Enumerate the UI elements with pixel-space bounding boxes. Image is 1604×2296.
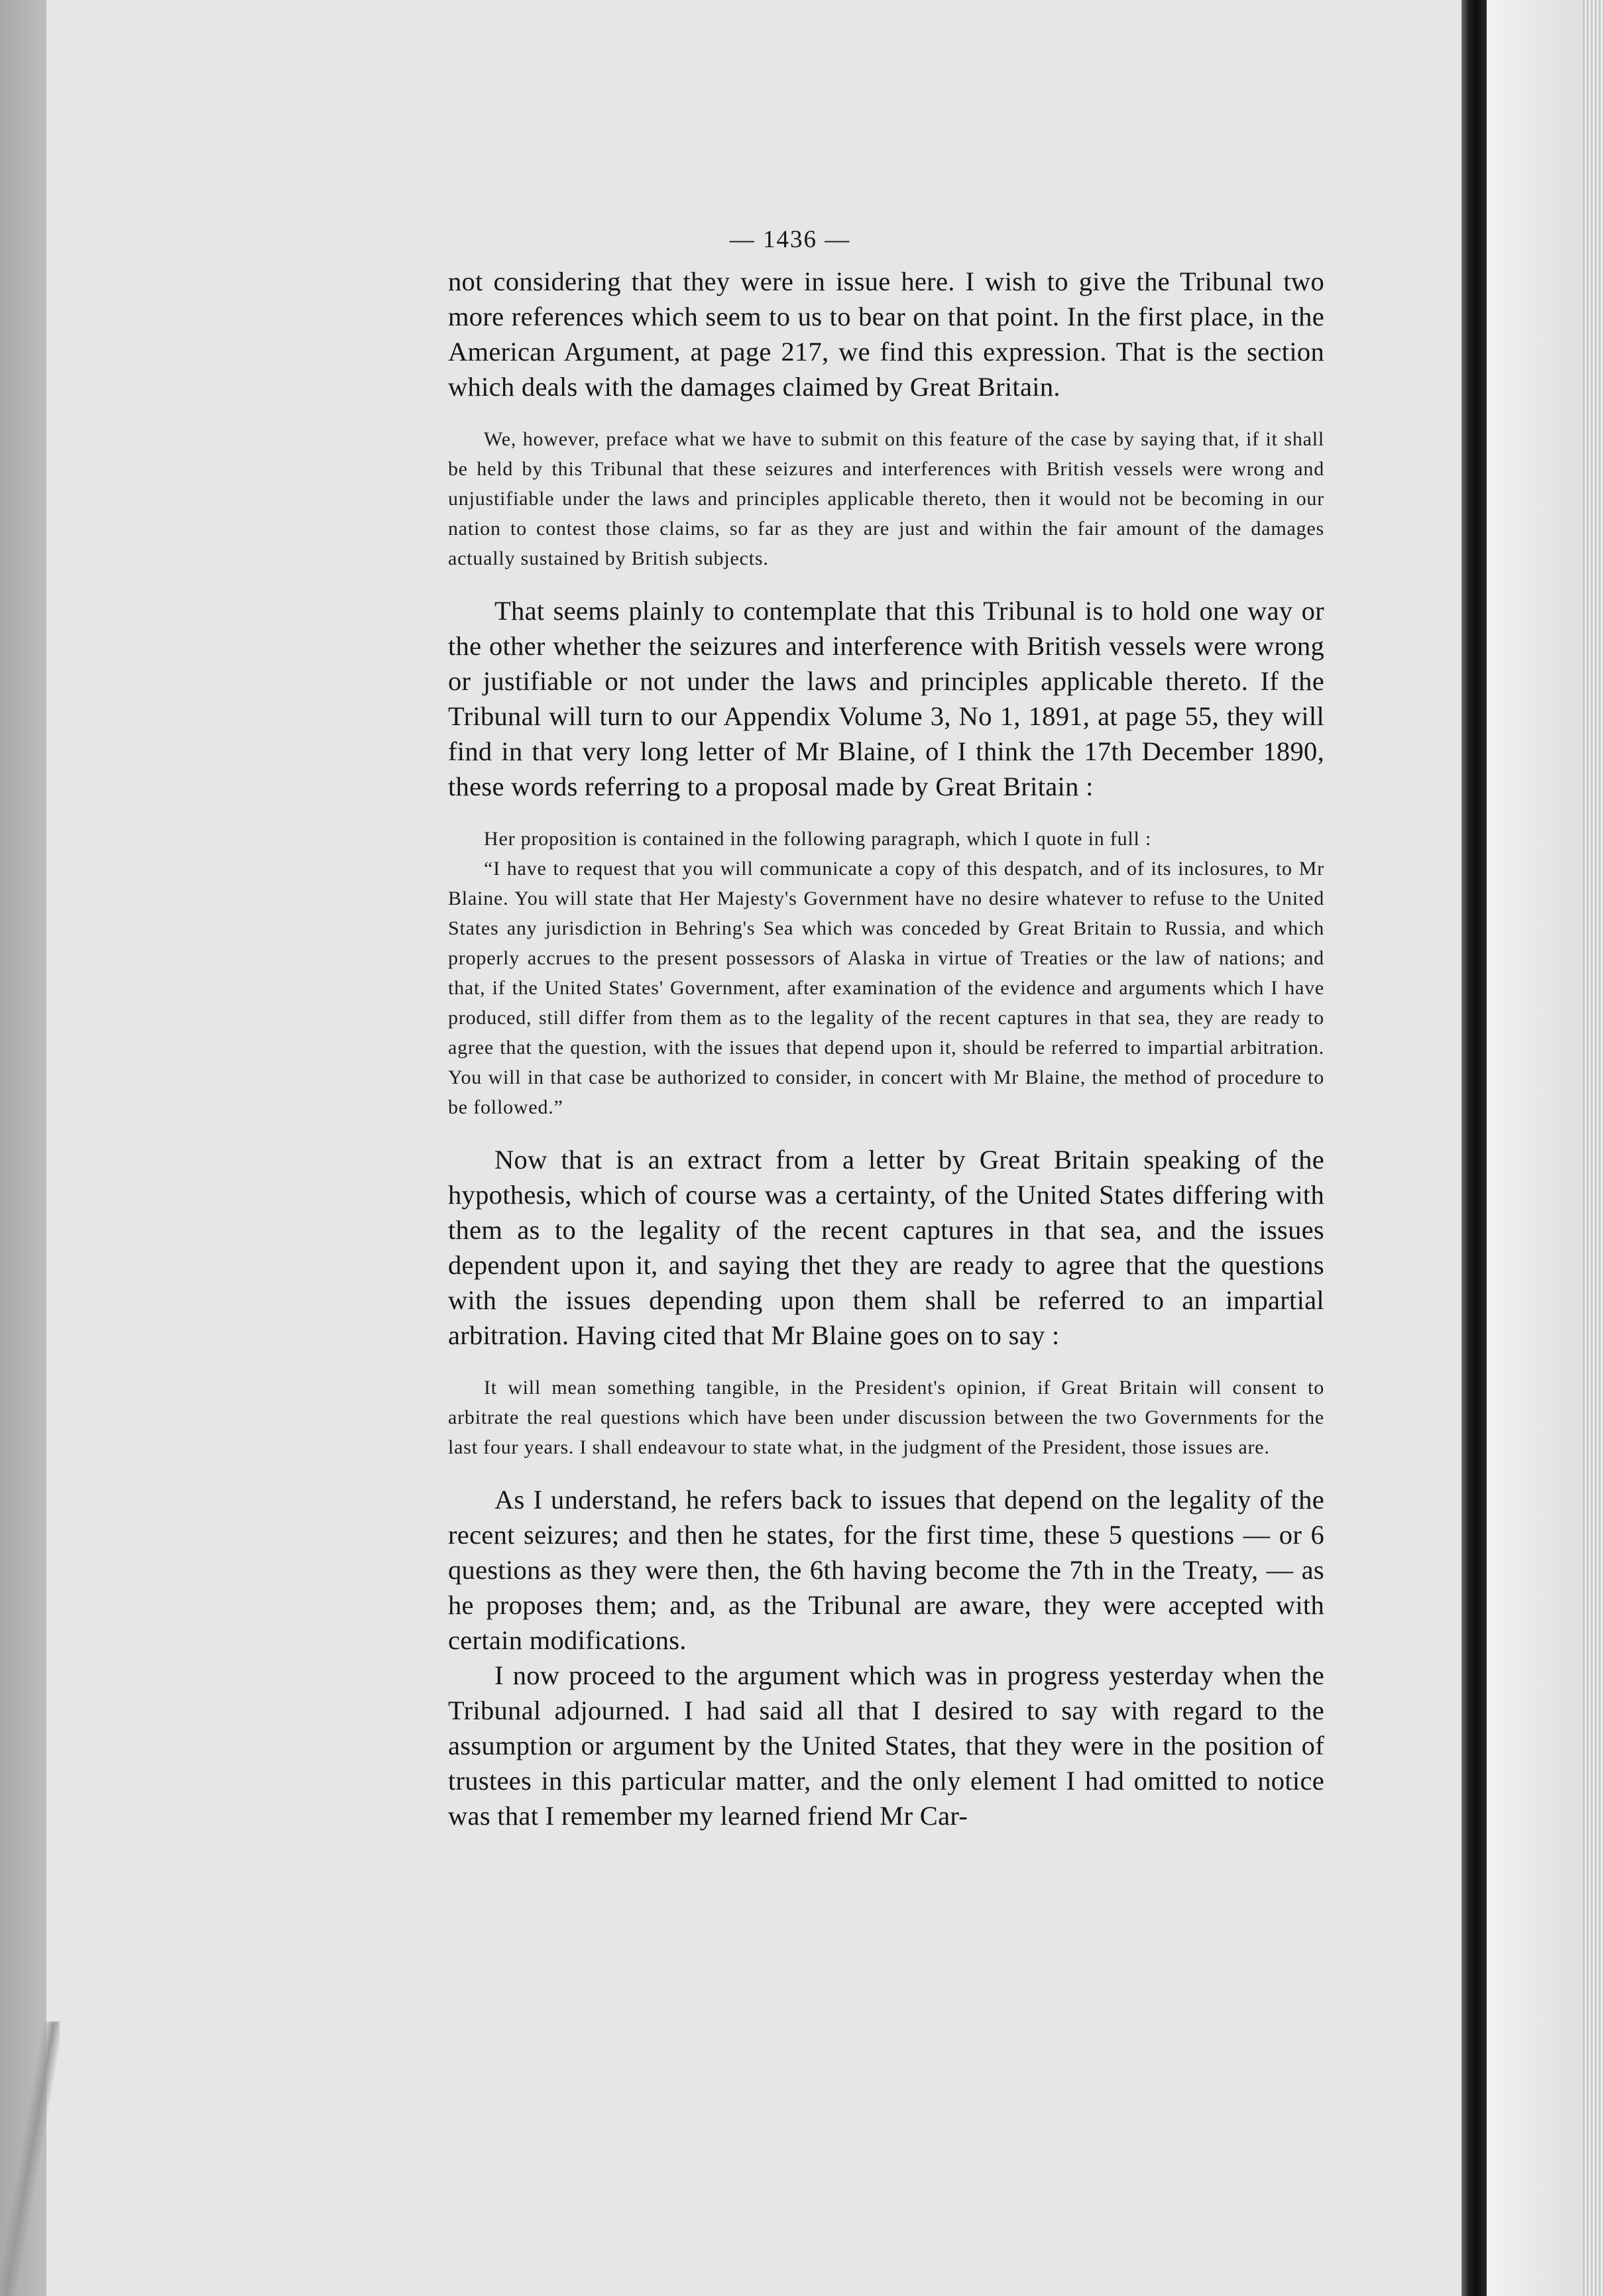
scan-margin [0, 0, 46, 2296]
book-spine [1461, 0, 1487, 2296]
block-quote-2: “I have to request that you will communicate a copy of this despatch, and of its inclosures, to Mr Blaine. You will state that Her Majesty's Government have no desire whatever to refuse to the United States any jurisdiction in Behring's Sea which was conceded by Great Britain to Russia, and which properly accrues to the present possessors of Alaska in virtue of Treaties or the law of nations; and that, if the United States' Government, after examination of the evidence and arguments which I have produced, still differ from them as to the legality of the recent captures in that sea, they are ready to agree that the question, with the issues that depend upon it, should be referred to impartial arbitration. You will in that case be authorized to consider, in concert with Mr Blaine, the method of procedure to be followed.” [448, 858, 1324, 1118]
text-block [448, 264, 1324, 1833]
page-crease [0, 2022, 60, 2296]
paragraph-4: As I understand, he refers back to issues that depend on the legality of the recent seizures; and then he states, for the first time, these 5 questions — or 6 questions as they were then, the 6th having become the 7th in the Treaty, — as he proposes them; and, as the Tribunal are aware, they were accepted with certain modifications. [448, 1485, 1324, 1655]
block-quote-3: It will mean something tangible, in the President's opinion, if Great Britain will consent to arbitrate the real questions which have been under discussion between the two Governments for the last four years. I shall endeavour to state what, in the judgment of the President, those issues are. [448, 1377, 1324, 1458]
page-number: — 1436 — [729, 226, 851, 253]
paragraph-3: Now that is an extract from a letter by Great Britain speaking of the hypothesis, which of course was a certainty, of the United States differing with them as to the legality of the recent captures in that sea, and the issues dependent upon it, and saying thet they are ready to agree that the questions with the issues depending upon them shall be referred to an impartial arbitration. Having cited that Mr Blaine goes on to say : [448, 1145, 1324, 1350]
block-quote-1: We, however, preface what we have to submit on this feature of the case by saying that, if it shall be held by this Tribunal that these seizures and interferences with British vessels were wrong and unjustifiable under the laws and principles applicable thereto, then it would not be becoming in our nation to contest those claims, so far as they are just and within the fair amount of the damages actually sustained by British subjects. [448, 428, 1324, 569]
paragraph-2: That seems plainly to contemplate that this Tribunal is to hold one way or the other whether the seizures and interference with British vessels were wrong or justifiable or not under the laws and principles applicable thereto. If the Tribunal will turn to our Appendix Volume 3, No 1, 1891, at page 55, they will find in that very long letter of Mr Blaine, of I think the 17th December 1890, these words referring to a proposal made by Great Britain : [448, 596, 1324, 801]
block-quote-2-intro: Her proposition is contained in the following paragraph, which I quote in full : [484, 828, 1152, 850]
page-stack-edge [1583, 0, 1604, 2296]
paragraph-1: not considering that they were in issue here. I wish to give the Tribunal two more references which seem to us to bear on that point. In the first place, in the American Argument, at page 217, we find this expression. That is the section which deals with the damages claimed by Great Britain. [448, 266, 1324, 402]
paragraph-5: I now proceed to the argument which was in progress yesterday when the Tribunal adjourned. I had said all that I desired to say with regard to the assumption or argument by the United States, that they were in the position of trustees in this particular matter, and the only element I had omitted to notice was that I remember my learned friend Mr Car- [448, 1660, 1324, 1831]
